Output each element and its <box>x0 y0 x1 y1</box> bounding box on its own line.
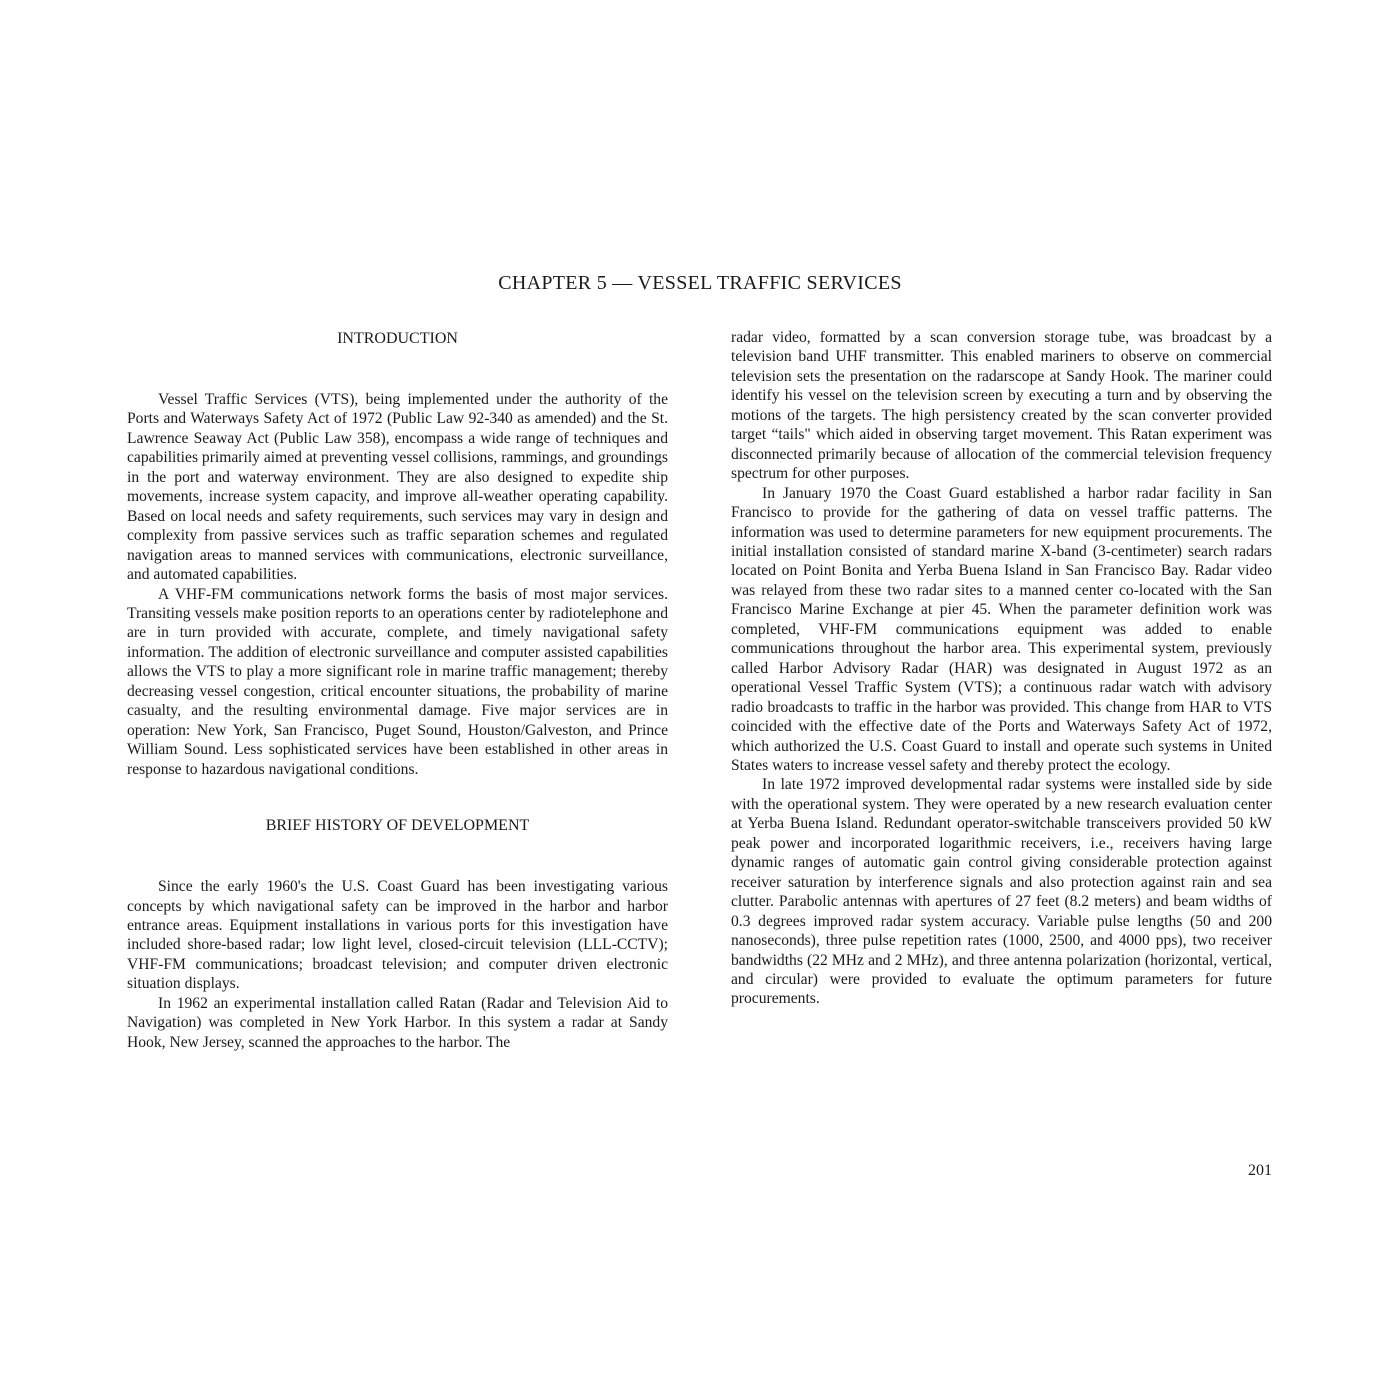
paragraph: In late 1972 improved developmental radar systems were installed side by side with the operational system. They were operated by a new research evaluation center at Yerba Buena Island. Redundant operator-switchable transceivers provided 50 kW peak power and incorporated logarithmic receivers, i.e., receivers having large dynamic ranges of automatic gain control giving considerable protection against receiver saturation by interference signals and also protection against rain and sea clutter. Parabolic antennas with apertures of 27 feet (8.2 meters) and beam widths of 0.3 degrees improved radar system accuracy. Variable pulse lengths (50 and 200 nanoseconds), three pulse repetition rates (1000, 2500, and 4000 pps), two receiver bandwidths (22 MHz and 2 MHz), and three antenna polarization (horizontal, vertical, and circular) were provided to evaluate the optimum parameters for future procurements. <box>731 776 1272 1008</box>
left-column <box>127 328 668 1052</box>
paragraph: Vessel Traffic Services (VTS), being implemented under the authority of the Ports and Waterways Safety Act of 1972 (Public Law 92-340 as amended) and the St. Lawrence Seaway Act (Public Law 358), encompass a wide range of techniques and capabilities primarily aimed at preventing vessel collisions, rammings, and groundings in the port and waterway environment. They are also designed to expedite ship movements, increase system capacity, and improve all-weather operating capability. Based on local needs and safety requirements, such services may vary in design and complexity from passive services such as traffic separation schemes and regulated navigation areas to manned services with communications, electronic surveillance, and automated capabilities. <box>127 391 668 584</box>
paragraph: A VHF-FM communications network forms the basis of most major services. Transiting vessels make position reports to an operations center by radiotelephone and are in turn provided with accurate, complete, and timely navigational safety information. The addition of electronic surveillance and computer assisted capabilities allows the VTS to play a more significant role in marine traffic management; thereby decreasing vessel congestion, critical encounter situations, the probability of marine casualty, and the resulting environmental damage. Five major services are in operation: New York, San Francisco, Puget Sound, Houston/Galveston, and Prince William Sound. Less sophisticated services have been established in other areas in response to hazardous navigational conditions. <box>127 585 668 778</box>
right-column <box>731 328 1272 1009</box>
paragraph: In January 1970 the Coast Guard established a harbor radar facility in San Francisco to provide for the gathering of data on vessel traffic patterns. The information was used to determine parameters for new equipment procurements. The initial installation consisted of standard marine X-band (3-centimeter) search radars located on Point Bonita and Yerba Buena Island in San Francisco Bay. Radar video was relayed from these two radar sites to a manned center co-located with the San Francisco Marine Exchange at pier 45. When the parameter definition work was completed, VHF-FM communications equipment was added to enable communications throughout the harbor area. This experimental system, previously called Harbor Advisory Radar (HAR) was designated in August 1972 as an operational Vessel Traffic System (VTS); a continuous radar watch with advisory radio broadcasts to traffic in the harbor was provided. This change from HAR to VTS coincided with the effective date of the Ports and Waterways Safety Act of 1972, which authorized the U.S. Coast Guard to install and operate such systems in United States waters to increase vessel safety and thereby protect the ecology. <box>731 484 1272 774</box>
paragraph: In 1962 an experimental installation called Ratan (Radar and Television Aid to Navigation) was completed in New York Harbor. In this system a radar at Sandy Hook, New Jersey, scanned the approaches to the harbor. The <box>127 994 668 1051</box>
paragraph-continued: radar video, formatted by a scan conversion storage tube, was broadcast by a television band UHF transmitter. This enabled mariners to observe on commercial television sets the presentation on the radarscope at Sandy Hook. The mariner could identify his vessel on the television screen by executing a turn and by observing the motions of the targets. The high persistency created by the scan converter provided target “tails" which aided in observing target movement. This Ratan experiment was disconnected primarily because of allocation of the commercial television frequency spectrum for other purposes. <box>731 329 1272 483</box>
section-heading-history: BRIEF HISTORY OF DEVELOPMENT <box>265 817 530 835</box>
page-number: 201 <box>1248 1162 1272 1179</box>
paragraph: Since the early 1960's the U.S. Coast Guard has been investigating various concepts by which navigational safety can be improved in the harbor and harbor entrance areas. Equipment installations in various ports for this investigation have included shore-based radar; low light level, closed-circuit television (LLL-CCTV); VHF-FM communications; broadcast television; and computer driven electronic situation displays. <box>127 878 668 993</box>
chapter-title: CHAPTER 5 — VESSEL TRAFFIC SERVICES <box>498 272 902 294</box>
section-heading-introduction: INTRODUCTION <box>337 330 458 347</box>
